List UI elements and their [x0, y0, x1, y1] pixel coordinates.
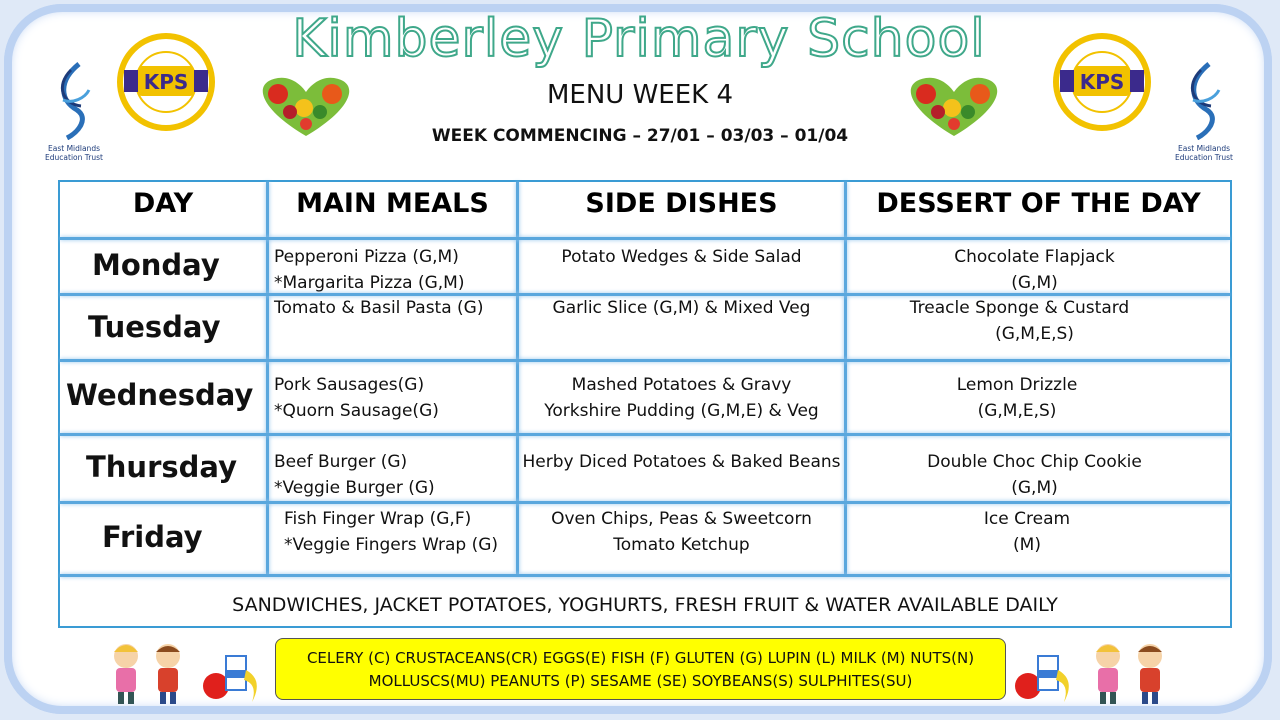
side-dish — [519, 244, 844, 270]
dessert — [847, 372, 1187, 424]
main-meal — [284, 506, 498, 558]
row-divider — [60, 501, 1230, 504]
day-monday: Monday — [92, 248, 220, 282]
school-badge-left — [116, 32, 216, 132]
side-dish-line: Yorkshire Pudding (G,M,E) & Veg — [544, 401, 819, 421]
header-day: DAY — [132, 188, 194, 219]
side-dish — [519, 506, 844, 558]
main-meal-line: *Veggie Burger (G) — [274, 478, 435, 498]
side-dish — [519, 449, 844, 475]
trust-logo-right — [1164, 60, 1244, 162]
daily-availability-note: SANDWICHES, JACKET POTATOES, YOGHURTS, FRESH FRUIT & WATER AVAILABLE DAILY — [232, 594, 1058, 616]
main-meal-line: Tomato & Basil Pasta (G) — [274, 298, 484, 318]
main-meal-line: Beef Burger (G) — [274, 452, 408, 472]
header-side-dishes: SIDE DISHES — [585, 188, 778, 219]
day-tuesday: Tuesday — [88, 310, 221, 344]
row-divider — [60, 359, 1230, 362]
badge-text: KPS — [143, 70, 189, 94]
trust-logo-left — [34, 60, 114, 162]
allergen-key — [275, 638, 1006, 700]
trust-name-line1: East Midlands — [48, 144, 100, 153]
dessert-allergens: (G,M) — [1011, 478, 1058, 498]
side-dish — [519, 372, 844, 424]
main-meal — [274, 372, 439, 424]
column-divider — [266, 182, 269, 574]
vegetable-heart-icon — [248, 74, 364, 138]
dessert — [847, 295, 1192, 347]
header-dessert: DESSERT OF THE DAY — [876, 188, 1201, 219]
dessert-allergens: (G,M) — [1011, 273, 1058, 293]
main-meal — [274, 295, 483, 321]
row-divider — [60, 237, 1230, 240]
side-dish-line: Mashed Potatoes & Gravy — [571, 375, 792, 395]
trust-swirl-icon — [49, 60, 99, 140]
side-dish-line: Garlic Slice (G,M) & Mixed Veg — [552, 298, 811, 318]
children-cartoon-icon — [1086, 640, 1176, 706]
main-meal-line: Pepperoni Pizza (G,M) — [274, 247, 459, 267]
dessert-line: Ice Cream — [983, 509, 1071, 529]
dessert-line: Chocolate Flapjack — [954, 247, 1115, 267]
day-wednesday: Wednesday — [66, 378, 254, 412]
fruit-milk-icon — [200, 650, 266, 706]
header-main-meals: MAIN MEALS — [296, 188, 489, 219]
main-meal — [274, 244, 464, 296]
dessert-line: Double Choc Chip Cookie — [927, 452, 1142, 472]
row-divider — [60, 574, 1230, 577]
school-name: Kimberley Primary School — [292, 9, 986, 69]
week-commencing: WEEK COMMENCING – 27/01 – 03/03 – 01/04 — [431, 126, 849, 146]
main-meal-line: *Quorn Sausage(G) — [274, 401, 439, 421]
menu-table — [58, 180, 1232, 628]
dessert — [847, 506, 1207, 558]
allergen-line: MOLLUSCS(MU) PEANUTS (P) SESAME (SE) SOYBEANS(S) SULPHITES(SU) — [368, 672, 913, 690]
dessert-allergens: (G,M,E,S) — [995, 324, 1074, 344]
side-dish-line: Tomato Ketchup — [613, 535, 750, 555]
main-meal-line: Fish Finger Wrap (G,F) — [284, 509, 472, 529]
dessert-allergens: (G,M,E,S) — [977, 401, 1057, 421]
side-dish — [519, 295, 844, 321]
school-badge-right — [1052, 32, 1152, 132]
dessert-line: Treacle Sponge & Custard — [909, 298, 1130, 318]
dessert-line: Lemon Drizzle — [956, 375, 1078, 395]
side-dish-line: Herby Diced Potatoes & Baked Beans — [522, 452, 841, 472]
dessert-allergens: (M) — [1013, 535, 1041, 555]
trust-swirl-icon — [1179, 60, 1229, 140]
side-dish-line: Oven Chips, Peas & Sweetcorn — [551, 509, 812, 529]
allergen-line: CELERY (C) CRUSTACEANS(CR) EGGS(E) FISH (F) GLUTEN (G) LUPIN (L) MILK (M) NUTS(N) — [306, 649, 975, 667]
row-divider — [60, 433, 1230, 436]
dessert — [847, 244, 1222, 296]
main-meal-line: Pork Sausages(G) — [274, 375, 425, 395]
day-thursday: Thursday — [86, 450, 237, 484]
trust-name-line2: Education Trust — [1175, 153, 1233, 162]
main-meal-line: *Margarita Pizza (G,M) — [274, 273, 465, 293]
day-friday: Friday — [102, 520, 203, 554]
trust-name-line2: Education Trust — [45, 153, 103, 162]
badge-text: KPS — [1079, 70, 1125, 94]
main-meal-line: *Veggie Fingers Wrap (G) — [284, 535, 499, 555]
trust-name-line1: East Midlands — [1178, 144, 1230, 153]
dessert — [847, 449, 1222, 501]
menu-title: MENU WEEK 4 — [546, 80, 734, 110]
children-cartoon-icon — [104, 640, 194, 706]
side-dish-line: Potato Wedges & Side Salad — [561, 247, 802, 267]
fruit-milk-icon — [1012, 650, 1078, 706]
main-meal — [274, 449, 435, 501]
